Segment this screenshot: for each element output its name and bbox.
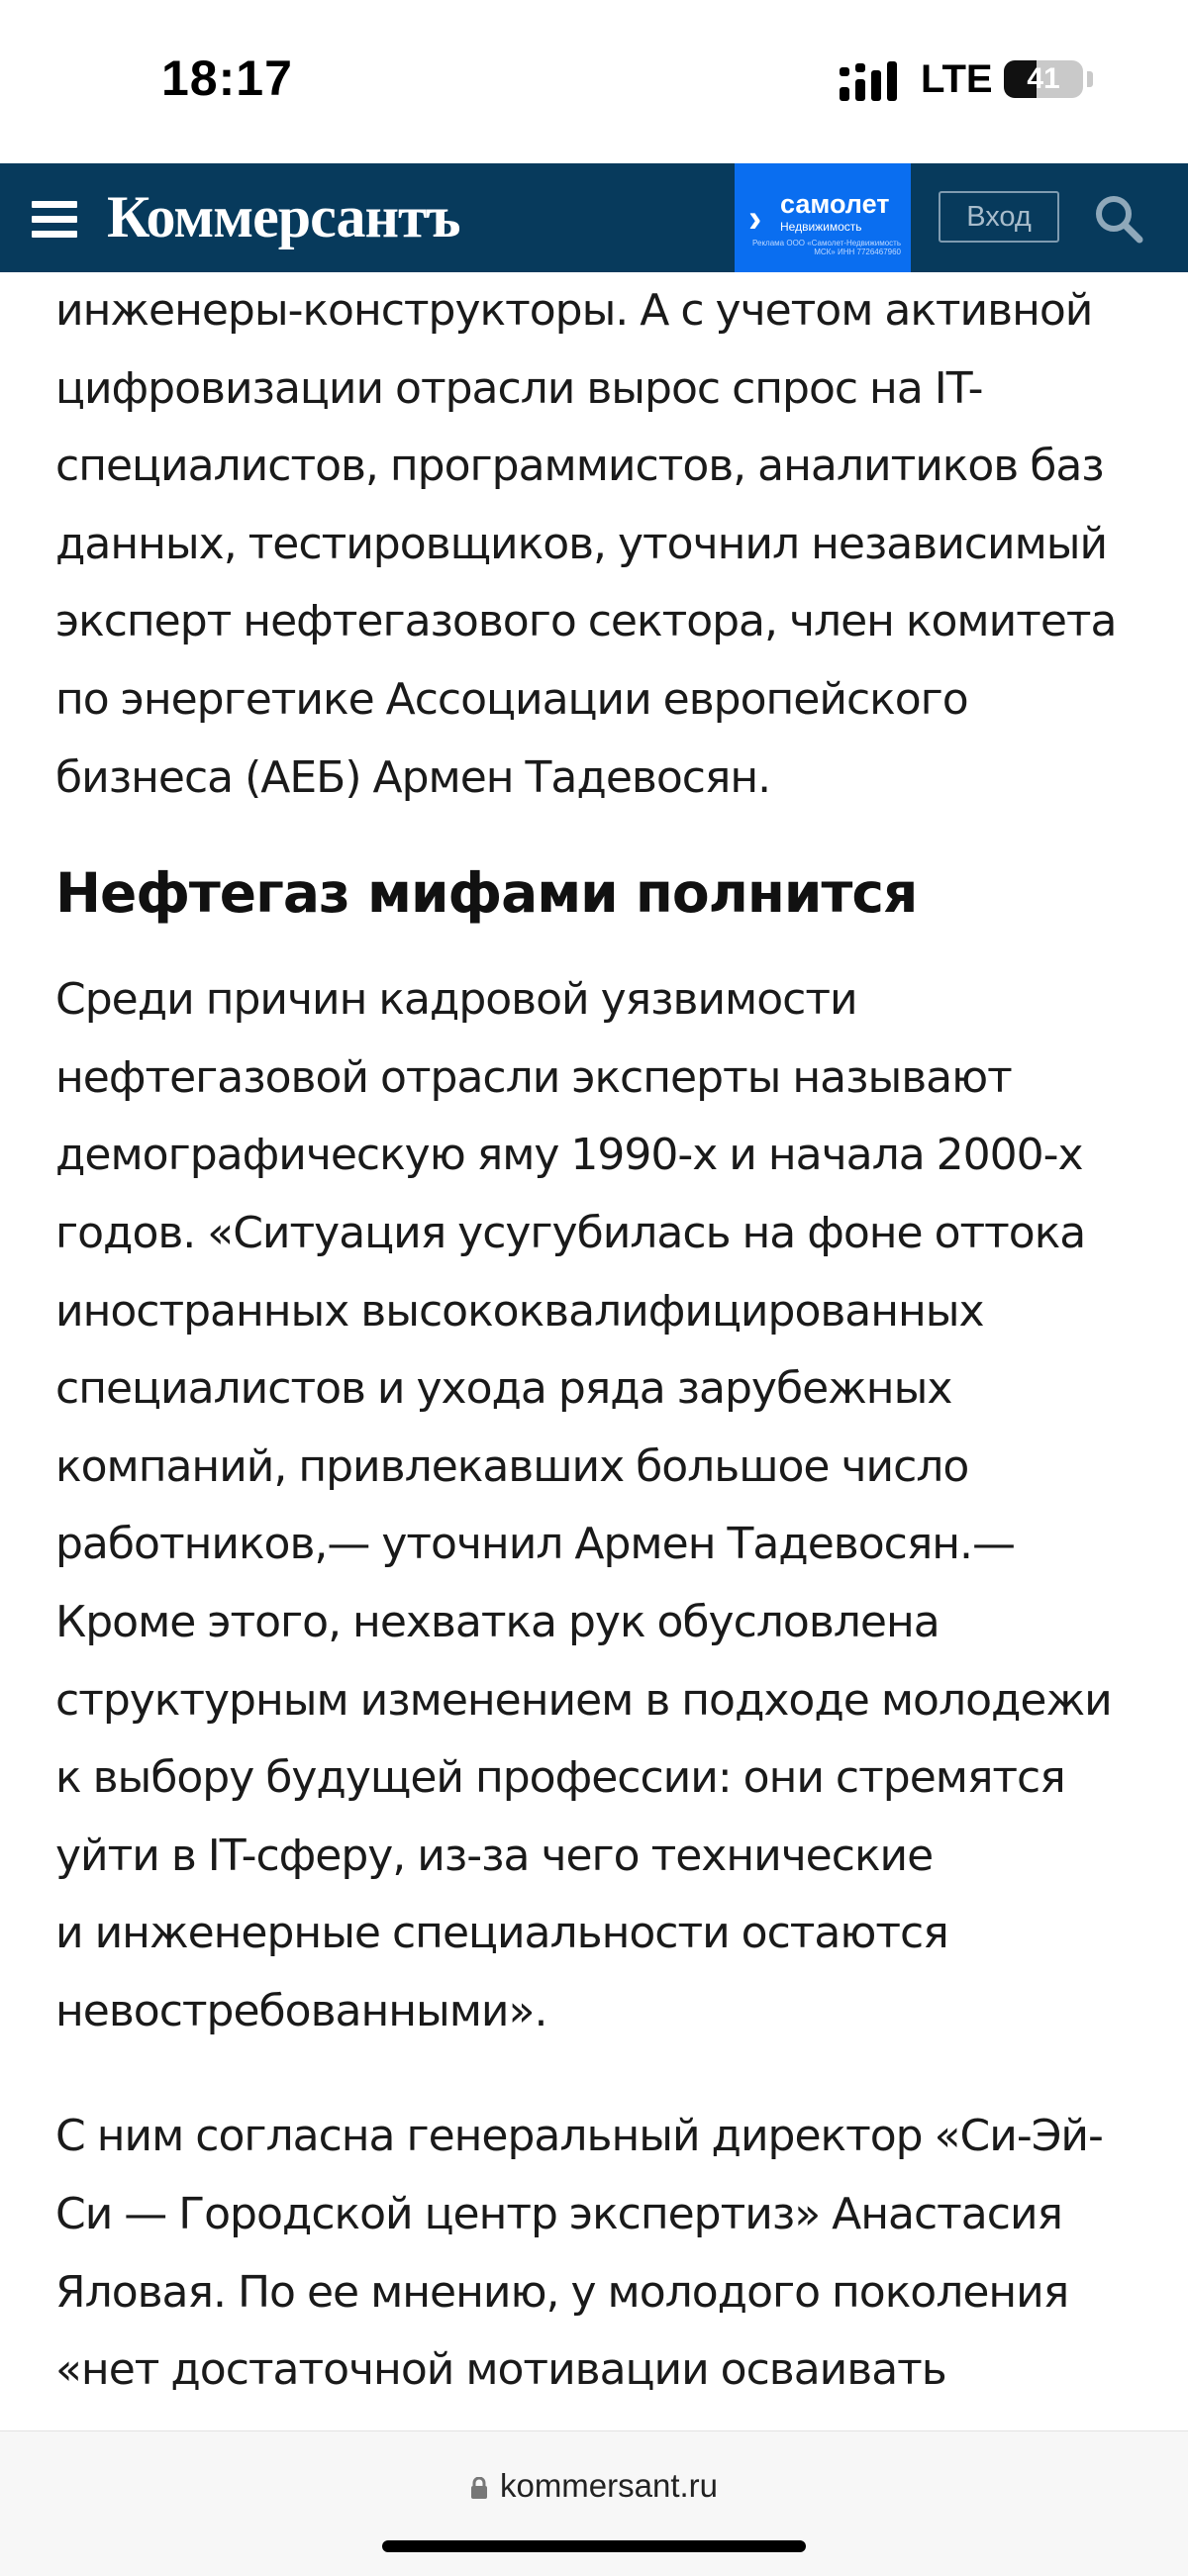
paragraph-line: специалистов и ухода ряда зарубежных	[55, 1363, 952, 1415]
paragraph-line: эксперт нефтегазового сектора, член комитета	[55, 596, 1117, 647]
site-logo[interactable]: Коммерсантъ	[107, 184, 460, 249]
paragraph-line: компаний, привлекавших большое число	[55, 1440, 969, 1492]
search-icon[interactable]	[1093, 193, 1144, 245]
browser-bottom-bar	[0, 2430, 1188, 2576]
paragraph-line: иностранных высококвалифицированных	[55, 1285, 984, 1337]
ad-subtitle: Недвижимость	[780, 220, 862, 234]
paragraph-line: цифровизации отрасли вырос спрос на IT-	[55, 362, 983, 414]
cellular-signal-icon	[840, 61, 899, 101]
login-button[interactable]: Вход	[939, 191, 1059, 243]
paragraph-line: Си — Городской центр экспертиз» Анастасия	[55, 2189, 1063, 2240]
status-time: 18:17	[161, 50, 293, 106]
paragraph-line: Среди причин кадровой уязвимости	[55, 974, 857, 1026]
article-paragraph	[55, 961, 1144, 2050]
battery-cap	[1087, 71, 1093, 87]
paragraph-line: Яловая. По ее мнению, у молодого поколения	[55, 2266, 1069, 2318]
paragraph-line: и инженерные специальности остаются	[55, 1908, 948, 1959]
address-bar[interactable]	[0, 2467, 1188, 2505]
network-type: LTE	[921, 57, 993, 101]
paragraph-line: уйти в IT-сферу, из-за чего технические	[55, 1830, 934, 1881]
article-paragraph	[55, 272, 1144, 817]
paragraph-line: данных, тестировщиков, уточнил независимый	[55, 518, 1108, 569]
status-bar	[0, 0, 1188, 163]
battery-icon	[1004, 60, 1083, 98]
battery-level: 41	[1027, 62, 1060, 95]
section-heading: Нефтегаз мифами полнится	[55, 861, 918, 926]
paragraph-line: бизнеса (АЕБ) Армен Тадевосян.	[55, 751, 771, 803]
paragraph-line: Кроме этого, нехватка рук обусловлена	[55, 1596, 940, 1647]
paragraph-line: работников,— уточнил Армен Тадевосян.—	[55, 1519, 1016, 1570]
ad-title: самолет	[780, 189, 890, 219]
paragraph-line: по энергетике Ассоциации европейского	[55, 673, 968, 725]
paragraph-line: С ним согласна генеральный директор «Си-Эй-	[55, 2111, 1103, 2162]
ad-fine-print: Реклама ООО «Самолет-Недвижимость МСК» ИНН 7726467960	[752, 239, 901, 256]
paragraph-line: годов. «Ситуация усугубилась на фоне оттока	[55, 1207, 1086, 1258]
paragraph-line: структурным изменением в подходе молодежи	[55, 1674, 1112, 1726]
paragraph-line: специалистов, программистов, аналитиков баз	[55, 441, 1104, 492]
home-indicator[interactable]	[382, 2540, 806, 2552]
paragraph-line: «нет достаточной мотивации осваивать	[55, 2344, 946, 2396]
ad-banner[interactable]	[735, 163, 911, 272]
hamburger-menu-icon[interactable]	[32, 201, 77, 239]
article-body	[55, 272, 1144, 2410]
paragraph-line: инженеры-конструкторы. А с учетом активной	[55, 285, 1093, 336]
lock-icon	[470, 2477, 488, 2499]
site-header	[0, 163, 1188, 272]
article-paragraph	[55, 2098, 1144, 2409]
paragraph-line: демографическую яму 1990-х и начала 2000-х	[55, 1130, 1083, 1181]
paragraph-line: нефтегазовой отрасли эксперты называют	[55, 1051, 1012, 1103]
url-text: kommersant.ru	[499, 2467, 719, 2504]
paragraph-line: к выбору будущей профессии: они стремятся	[55, 1752, 1065, 1804]
ad-chevron-icon: ›	[748, 197, 762, 241]
paragraph-line: невостребованными».	[55, 1985, 547, 2036]
